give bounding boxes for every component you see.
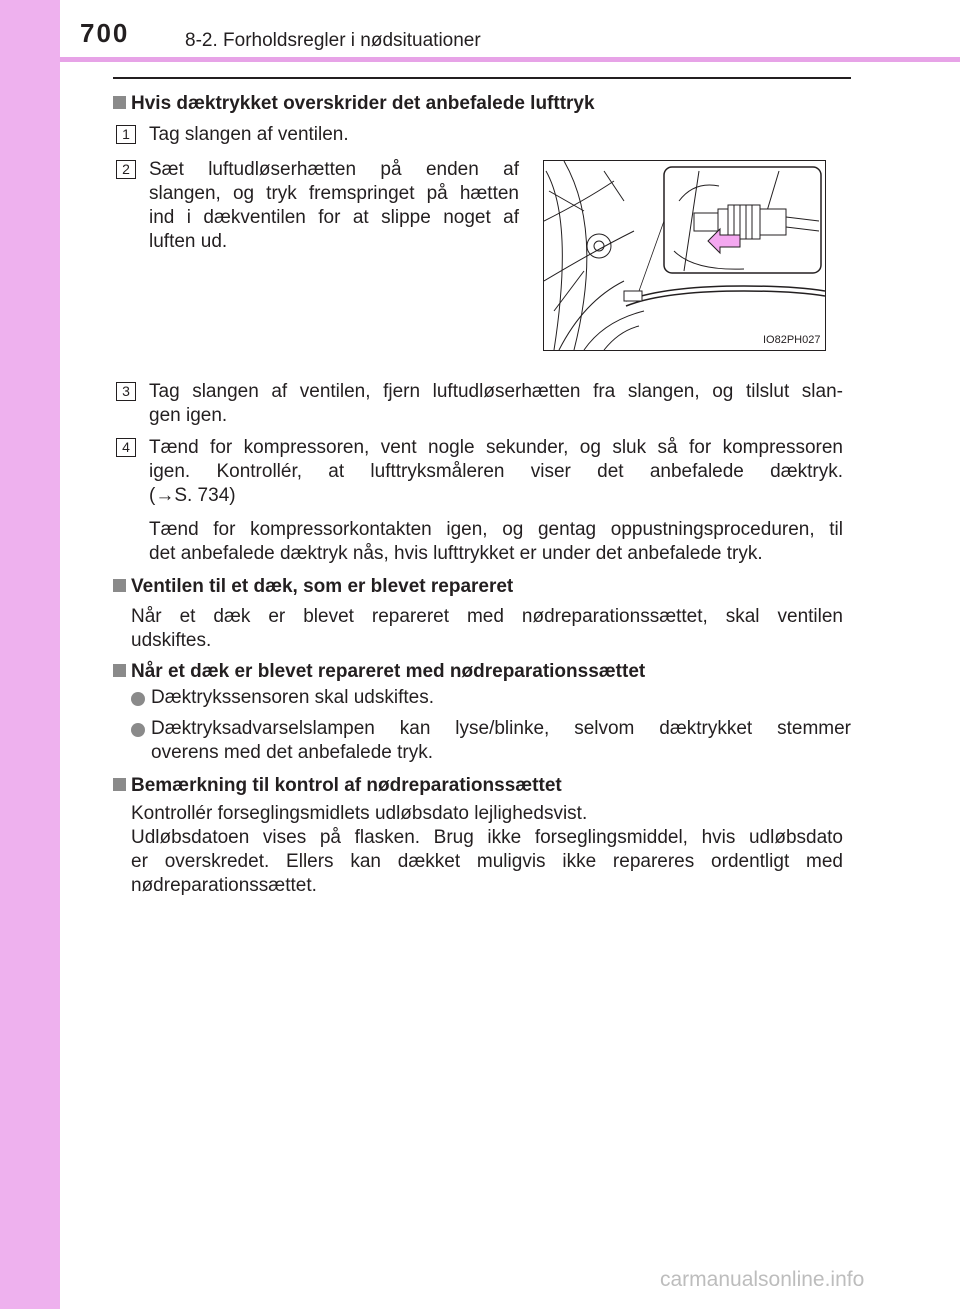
- figure-code: IO82PH027: [763, 334, 821, 346]
- block3-heading: [113, 660, 645, 684]
- bullet-line: Dæktryksadvarselslampen kan lyse/blinke, selvom dæktrykket stemmer: [151, 718, 851, 739]
- page-number: 700: [80, 18, 130, 48]
- header-rule: [60, 57, 960, 62]
- step-number-2: 2: [116, 160, 136, 179]
- step-3-line: gen igen.: [149, 405, 228, 426]
- round-bullet-icon: [131, 723, 145, 737]
- block4-line: nødreparationssættet.: [131, 875, 317, 896]
- side-color-band: [0, 0, 60, 1309]
- block4-line: Kontrollér forseglingsmidlets udløbsdato lejlighedsvist.: [131, 803, 588, 824]
- block1-heading: [113, 92, 595, 116]
- square-bullet-icon: [113, 579, 126, 592]
- block2-body: [131, 605, 843, 653]
- header-band-tab: [0, 0, 60, 56]
- step-4-line: (→S. 734): [149, 485, 236, 506]
- block2-line: udskiftes.: [131, 630, 212, 651]
- block3-bullet-2: [151, 717, 851, 765]
- valve-illustration: [543, 160, 826, 351]
- round-bullet-icon: [131, 692, 145, 706]
- block1-heading-text: Hvis dæktrykket overskrider det anbefalede lufttryk: [131, 93, 595, 114]
- square-bullet-icon: [113, 96, 126, 109]
- block4-line: er overskredet. Ellers kan dækket muligvis ikke repareres ordentligt med: [131, 851, 843, 872]
- step-2-text: [149, 158, 519, 254]
- step-1-text: Tag slangen af ventilen.: [149, 124, 349, 145]
- block4-heading: [113, 774, 562, 798]
- step-2-line: Sæt luftudløserhætten på enden af: [149, 159, 519, 180]
- square-bullet-icon: [113, 778, 126, 791]
- bullet-line: overens med det anbefalede tryk.: [151, 742, 434, 763]
- compressor-note: [149, 518, 843, 566]
- block4-line: Udløbsdatoen vises på flasken. Brug ikke forseglingsmiddel, hvis udløbsdato: [131, 827, 843, 848]
- block4-body: [131, 802, 843, 898]
- tire-valve-drawing: [544, 161, 825, 350]
- step-4-line: igen. Kontrollér, at lufttryksmåleren viser det anbefalede dæktryk.: [149, 461, 843, 482]
- block4-heading-text: Bemærkning til kontrol af nødreparationssættet: [131, 775, 562, 796]
- step-number-1: 1: [116, 125, 136, 144]
- block2-line: Når et dæk er blevet repareret med nødreparationssættet, skal ventilen: [131, 606, 843, 627]
- content-rule: [113, 77, 851, 79]
- step-3-line: Tag slangen af ventilen, fjern luftudløserhætten fra slangen, og tilslut slan-: [149, 381, 843, 402]
- step-number-4: 4: [116, 438, 136, 457]
- block3-heading-text: Når et dæk er blevet repareret med nødreparationssættet: [131, 661, 646, 682]
- note-line: det anbefalede dæktryk nås, hvis lufttrykket er under det anbefalede tryk.: [149, 543, 763, 564]
- step-4-line: Tænd for kompressoren, vent nogle sekunder, og sluk så for kompressoren: [149, 437, 843, 458]
- step-number-3: 3: [116, 382, 136, 401]
- step-2-line: luften ud.: [149, 231, 228, 252]
- step-2-line: ind i dækventilen for at slippe noget af: [149, 207, 519, 228]
- watermark: carmanualsonline.info: [660, 1268, 865, 1291]
- block2-heading-text: Ventilen til et dæk, som er blevet repareret: [131, 576, 514, 597]
- block2-heading: [113, 575, 513, 599]
- section-title: 8-2. Forholdsregler i nødsituationer: [185, 30, 481, 51]
- note-line: Tænd for kompressorkontakten igen, og gentag oppustningsproceduren, til: [149, 519, 843, 540]
- step-2-line: slangen, og tryk fremspringet på hætten: [149, 183, 519, 204]
- step-4-text: [149, 436, 843, 508]
- block3-bullet-1: Dæktrykssensoren skal udskiftes.: [151, 687, 434, 708]
- step-3-text: [149, 380, 843, 428]
- square-bullet-icon: [113, 664, 126, 677]
